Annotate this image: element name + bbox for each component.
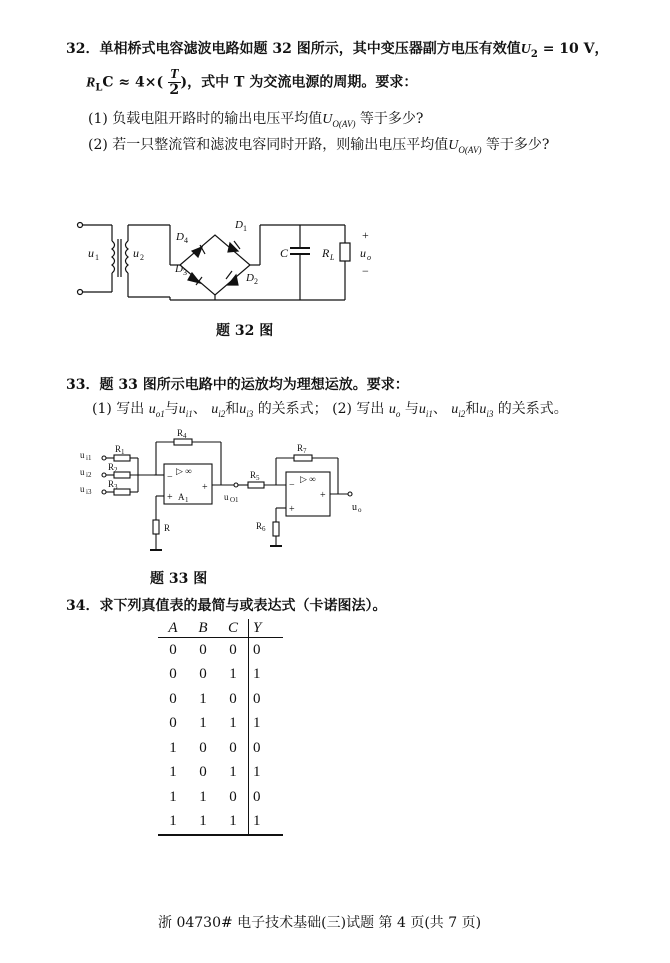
- q32-u2-var: U: [520, 42, 531, 57]
- q33-req1-mid: 与: [164, 401, 179, 417]
- label-d2: D: [246, 272, 254, 284]
- label-ui1: u: [80, 450, 85, 460]
- header-y: Y: [249, 619, 284, 638]
- q32-rc-lhs: R: [86, 75, 96, 91]
- table-row: [158, 810, 283, 836]
- q33-intro: 题 33 图所示电路中的运放均为理想运放。要求：: [99, 377, 409, 393]
- q32-rc-lhs-sub: L: [95, 82, 103, 94]
- transformer-secondary: [126, 241, 129, 273]
- q32-line2: [86, 68, 417, 97]
- label-a1-out-plus: +: [202, 482, 208, 493]
- q33-req2-end: 的关系式。: [497, 401, 568, 417]
- cell-y: 1: [249, 663, 284, 688]
- label-d2-sub: 2: [254, 277, 258, 286]
- resistor-r6: [273, 522, 279, 536]
- q33-req1-var-sub: o1: [155, 408, 165, 419]
- q33-req1-c-sub: i3: [246, 408, 254, 419]
- cell: 0: [199, 641, 207, 658]
- q32-item1-sub: O(AV): [332, 118, 356, 129]
- cell: 0: [229, 641, 237, 658]
- resistor-r5: [248, 482, 264, 488]
- label-ui1-sub: i1: [86, 454, 92, 462]
- input-terminal-top: [78, 223, 83, 228]
- table-bottom-rule: [158, 835, 283, 838]
- q33-req1: (1) 写出: [92, 401, 145, 417]
- q33-req2-and: 和: [465, 401, 480, 417]
- label-a1-plus: +: [167, 492, 173, 503]
- circuit-32: [60, 205, 380, 305]
- cell: 1: [199, 813, 207, 830]
- label-r: R: [164, 523, 171, 533]
- q32-figure-caption: 题 32 图: [216, 323, 274, 339]
- label-minus: −: [362, 264, 369, 278]
- q33-req2-a-sub: i1: [425, 408, 433, 419]
- page-footer: 浙 04730# 电子技术基础(三)试题 第 4 页(共 7 页): [158, 915, 482, 931]
- load-resistor: [340, 243, 350, 261]
- q33-req2-mid: 与: [404, 401, 419, 417]
- q32-rc-c: C ≈ 4×(: [102, 74, 164, 91]
- label-a2-plus: +: [289, 504, 295, 515]
- cell: 1: [229, 666, 237, 683]
- label-r4-sub: 4: [183, 432, 187, 440]
- q32-item2-var: U: [448, 138, 459, 153]
- q33-req1-a-sub: i1: [185, 408, 193, 419]
- table-row: [158, 687, 283, 712]
- label-uo1: u: [224, 492, 229, 502]
- label-uo1-sub: O1: [230, 496, 239, 504]
- label-a2-out-plus: +: [320, 490, 326, 501]
- q33-requirements: [92, 398, 568, 419]
- q32-frac-num: T: [169, 67, 179, 82]
- cell: 0: [199, 666, 207, 683]
- label-a1-amp: ▷ ∞: [176, 466, 192, 476]
- label-rl: R: [322, 246, 330, 260]
- label-d4-sub: 4: [184, 236, 188, 245]
- terminal-uo: [348, 492, 352, 496]
- label-r6: R: [256, 521, 263, 531]
- label-u2-sub: 2: [140, 253, 144, 262]
- q32-line1: [66, 38, 609, 60]
- q32-item2-sub: O(AV): [458, 144, 482, 155]
- cell: 1: [169, 764, 177, 781]
- q33-req2-var-sub: o: [395, 408, 401, 419]
- diode-d3: [188, 273, 202, 285]
- q34-text: 求下列真值表的最简与或表达式（卡诺图法）。: [99, 598, 387, 614]
- table-row: [158, 785, 283, 810]
- header-c: C: [218, 619, 249, 638]
- q33-line1: [66, 374, 409, 394]
- q33-req2: (2) 写出: [332, 401, 385, 417]
- terminal-ui1: [102, 456, 106, 460]
- cell: 0: [169, 690, 177, 707]
- label-r5: R: [250, 470, 257, 480]
- terminal-ui2: [102, 473, 106, 477]
- diode-d4: [192, 245, 205, 257]
- cell: 0: [169, 666, 177, 683]
- q32-item2: [88, 134, 549, 155]
- cell-y: 1: [249, 712, 284, 737]
- table-row: [158, 712, 283, 737]
- label-r6-sub: 6: [262, 525, 266, 533]
- label-d3: D: [175, 263, 183, 275]
- label-d3-sub: 3: [183, 268, 187, 277]
- truth-table: [158, 619, 283, 838]
- q33-req1-var: u: [148, 402, 156, 417]
- label-ui3: u: [80, 484, 85, 494]
- cell-y: 0: [249, 638, 284, 663]
- cell: 1: [169, 739, 177, 756]
- table-row: [158, 761, 283, 786]
- label-d4: D: [176, 231, 184, 243]
- cell-y: 0: [249, 736, 284, 761]
- label-c: C: [280, 246, 289, 260]
- label-a2-minus: −: [289, 480, 295, 491]
- q33-req1-c: u: [239, 402, 247, 417]
- q33-req1-end: 的关系式；: [257, 401, 328, 417]
- q32-u2-sub: 2: [530, 48, 538, 60]
- q33-req1-sep: 、: [192, 401, 207, 417]
- cell: 0: [229, 690, 237, 707]
- q33-req2-b-sub: i2: [458, 408, 466, 419]
- q32-item2-text: (2) 若一只整流管和滤波电容同时开路，则输出电压平均值: [88, 137, 449, 153]
- transformer-primary: [112, 241, 115, 273]
- q32-rc-text: 式中 T 为交流电源的周期。要求：: [201, 74, 418, 91]
- q32-item1-var: U: [322, 112, 333, 127]
- q33-number: 33．: [66, 377, 100, 393]
- q33-req1-and: 和: [225, 401, 240, 417]
- label-uo: u: [352, 502, 357, 513]
- cell-y: 0: [249, 785, 284, 810]
- label-r2-sub: 2: [114, 466, 118, 474]
- q32-intro: 单相桥式电容滤波电路如题 32 图所示，其中变压器副方电压有效值: [99, 41, 521, 57]
- q32-item2-end: 等于多少?: [481, 137, 550, 153]
- q33-req2-c-sub: i3: [486, 408, 494, 419]
- label-a1-minus: −: [167, 472, 173, 483]
- q34-line: [66, 595, 386, 615]
- label-u1: u: [88, 246, 94, 260]
- terminal-uo1: [234, 483, 238, 487]
- cell: 1: [229, 715, 237, 732]
- table-row: [158, 736, 283, 761]
- q33-req2-b: u: [451, 402, 459, 417]
- label-u1-sub: 1: [95, 253, 99, 262]
- label-r3-sub: 3: [114, 483, 118, 491]
- diode-d2: [226, 271, 238, 285]
- q32-item1-text: (1) 负载电阻开路时的输出电压平均值: [88, 111, 323, 127]
- header-a: A: [158, 619, 188, 638]
- label-r7-sub: 7: [303, 447, 307, 455]
- q32-rc-close: )，: [180, 74, 202, 91]
- label-r7: R: [297, 443, 304, 453]
- cell: 0: [169, 641, 177, 658]
- q33-req2-c: u: [479, 402, 487, 417]
- q32-frac-den: 2: [169, 82, 180, 98]
- diode-d1: [228, 241, 240, 252]
- cell: 1: [169, 813, 177, 830]
- cell: 0: [199, 764, 207, 781]
- header-b: B: [188, 619, 218, 638]
- cell: 1: [229, 813, 237, 830]
- q32-number: 32．: [66, 41, 100, 57]
- q33-req2-sep: 、: [432, 401, 447, 417]
- q33-req2-var: u: [388, 402, 396, 417]
- cell: 0: [229, 788, 237, 805]
- cell: 0: [199, 739, 207, 756]
- label-uo-sub: o: [358, 506, 362, 514]
- cell: 1: [229, 764, 237, 781]
- table-row: [158, 638, 283, 663]
- q34-number: 34．: [66, 598, 100, 614]
- cell: 0: [169, 715, 177, 732]
- resistor-r: [153, 520, 159, 534]
- label-u2: u: [133, 246, 139, 260]
- q33-req2-a: u: [418, 402, 426, 417]
- label-uo: u: [360, 246, 366, 260]
- cell: 0: [229, 739, 237, 756]
- label-r4: R: [177, 428, 184, 438]
- cell: 1: [199, 788, 207, 805]
- label-ui2-sub: i2: [86, 471, 92, 479]
- cell-y: 1: [249, 810, 284, 836]
- bridge-frame: [180, 235, 250, 295]
- label-d1-sub: 1: [243, 224, 247, 233]
- q33-figure-caption: 题 33 图: [150, 571, 208, 587]
- cell-y: 1: [249, 761, 284, 786]
- label-a2-amp: ▷ ∞: [300, 474, 316, 484]
- cell: 1: [199, 690, 207, 707]
- q32-u2-value: = 10 V，: [542, 41, 609, 57]
- cell: 1: [199, 715, 207, 732]
- resistor-r7: [294, 455, 312, 461]
- input-terminal-bottom: [78, 290, 83, 295]
- label-r1: R: [115, 444, 122, 454]
- q32-item1-end: 等于多少?: [355, 111, 424, 127]
- label-ui2: u: [80, 467, 85, 477]
- q33-req1-a: u: [178, 402, 186, 417]
- truth-table-header: [158, 619, 283, 638]
- label-a1-sub: 1: [185, 496, 189, 504]
- label-uo-sub: o: [367, 253, 371, 262]
- cell: 1: [169, 788, 177, 805]
- q32-item1: [88, 108, 423, 129]
- label-d1: D: [235, 219, 243, 231]
- table-row: [158, 663, 283, 688]
- label-plus: +: [362, 228, 369, 242]
- terminal-ui3: [102, 490, 106, 494]
- label-r1-sub: 1: [121, 448, 125, 456]
- label-rl-sub: L: [330, 253, 335, 262]
- q33-req1-b: u: [211, 402, 219, 417]
- q33-req1-b-sub: i2: [218, 408, 226, 419]
- label-r2: R: [108, 462, 115, 472]
- label-r3: R: [108, 479, 115, 489]
- label-ui3-sub: i3: [86, 488, 92, 496]
- q32-fraction: [168, 68, 181, 97]
- label-a1: A: [178, 492, 185, 502]
- cell-y: 0: [249, 687, 284, 712]
- label-r5-sub: 5: [256, 474, 260, 482]
- circuit-33: [76, 428, 376, 563]
